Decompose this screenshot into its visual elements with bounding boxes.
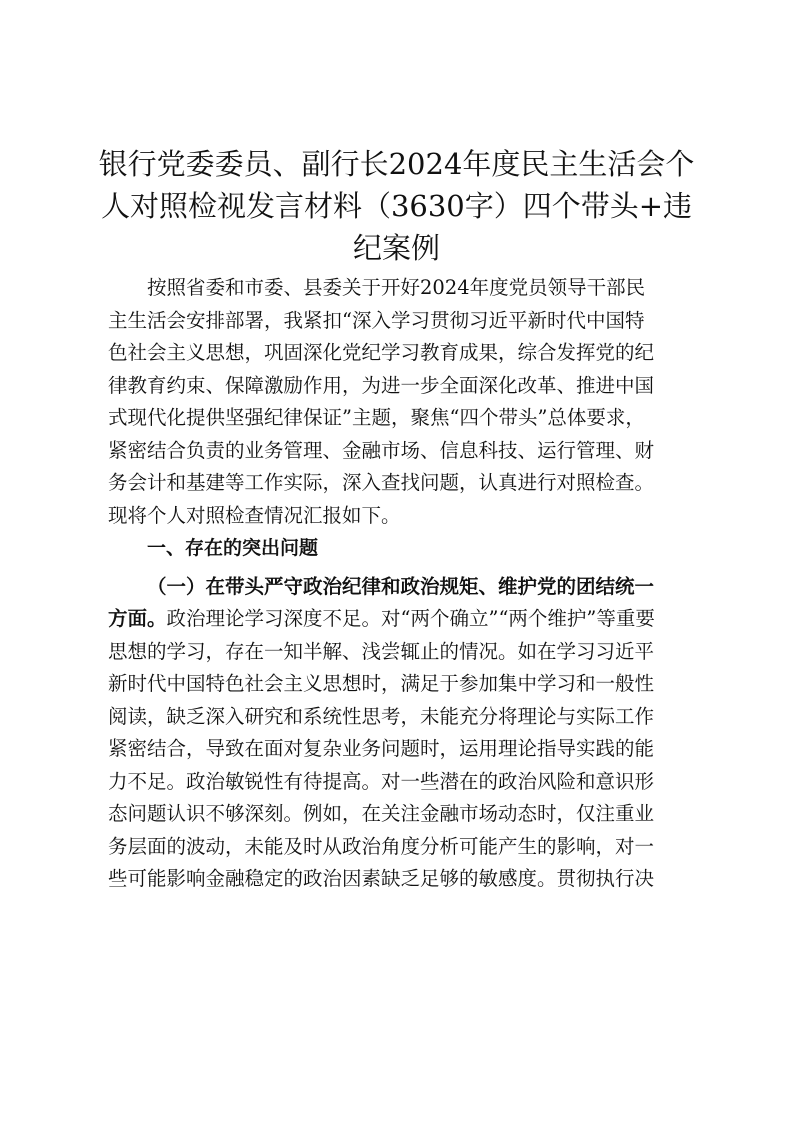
paragraph-line: 式现代化提供坚强纪律保证”主题，聚焦“四个带头”总体要求，	[108, 406, 645, 429]
paragraph-line: 务会计和基建等工作实际，深入查找问题，认真进行对照检查。	[108, 471, 655, 494]
paragraph-line: 阅读，缺乏深入研究和系统性思考，未能充分将理论与实际工作	[108, 704, 655, 728]
intro-paragraph	[108, 272, 692, 532]
paragraph-line: 主生活会安排部署，我紧扣“深入学习贯彻习近平新时代中国特	[108, 308, 645, 332]
paragraph-line: 力不足。政治敏锐性有待提高。对一些潜在的政治风险和意识形	[108, 769, 655, 793]
paragraph-text: 政治理论学习深度不足。对“两个确立”“两个维护”等重要	[166, 607, 655, 630]
paragraph-line: 思想的学习，存在一知半解、浅尝辄止的情况。如在学习习近平	[108, 639, 655, 663]
paragraph-line: 按照省委和市委、县委关于开好2024年度党员领导干部民	[147, 276, 646, 299]
title-line: 银行党委委员、副行长2024年度民主生活会个	[98, 147, 695, 181]
paragraph-line: 紧密结合负责的业务管理、金融市场、信息科技、运行管理、财	[108, 438, 655, 462]
subsection-paragraph	[108, 571, 692, 896]
paragraph-line: 紧密结合，导致在面对复杂业务问题时，运用理论指导实践的能	[108, 737, 655, 760]
paragraph-line: 现将个人对照检查情况汇报如下。	[108, 503, 401, 527]
paragraph-line: 律教育约束、保障激励作用，为进一步全面深化改革、推进中国	[108, 373, 655, 397]
paragraph-line: 色社会主义思想，巩固深化党纪学习教育成果，综合发挥党的纪	[108, 341, 655, 364]
document-body	[108, 272, 692, 896]
paragraph-line: 务层面的波动，未能及时从政治角度分析可能产生的影响，对一	[108, 834, 655, 858]
title-line: 纪案例	[352, 231, 440, 265]
subsection-heading-end: 方面。	[108, 607, 167, 630]
paragraph-line: 态问题认识不够深刻。例如，在关注金融市场动态时，仅注重业	[108, 802, 655, 825]
document-title	[90, 143, 703, 269]
section-heading: 一、存在的突出问题	[147, 537, 319, 559]
subsection-heading: （一）在带头严守政治纪律和政治规矩、维护党的团结统一	[147, 574, 655, 598]
paragraph-line	[108, 603, 692, 636]
paragraph-line: 新时代中国特色社会主义思想时，满足于参加集中学习和一般性	[108, 672, 655, 695]
paragraph-line: 些可能影响金融稳定的政治因素缺乏足够的敏感度。贯彻执行决	[108, 867, 655, 890]
title-line: 人对照检视发言材料（3630字）四个带头+违	[100, 189, 693, 223]
